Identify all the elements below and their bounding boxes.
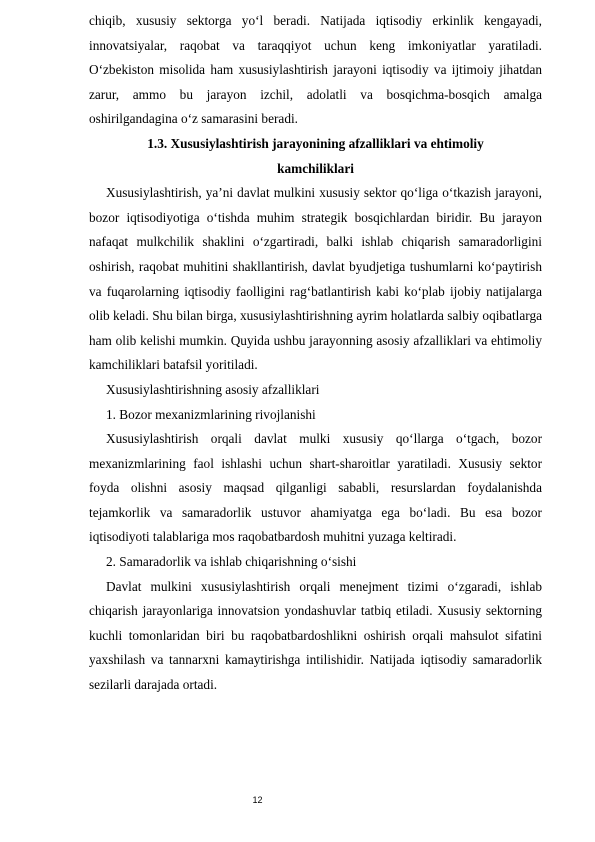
section-heading: 1.3. Xususiylashtirish jarayonining afzalliklari va ehtimoliy kamchiliklari	[147, 135, 484, 176]
item-1-title: 1. Bozor mexanizmlarining rivojlanishi	[106, 406, 316, 422]
subheading-advantages: Xususiylashtirishning asosiy afzalliklari	[106, 381, 320, 397]
paragraph-1: Xususiylashtirish, ya’ni davlat mulkini xususiy sektor qo‘liga o‘tkazish jarayoni, bozor iqtisodiyotiga o‘tishda muhim strategik bosqichlardan biridir. Bu jarayon nafaqat mulkchilik shaklini o‘zgartiradi, balki ishlab chiqarish samaradorligini oshirish, raqobat muhitini shakllantirish, davlat byudjetiga tushumlarni ko‘paytirish va fuqarolarning iqtisodiy faolligini rag‘batlantirish kabi ko‘plab ijobiy natijalarga olib keladi. Shu bilan birga, xususiylashtirishning ayrim holatlarda salbiy oqibatlarga ham olib kelishi mumkin. Quyida ushbu jarayonning asosiy afzalliklari va ehtimoliy kamchiliklari batafsil yoritiladi.	[89, 185, 542, 373]
document-page	[89, 0, 542, 698]
item-2-text: Davlat mulkini xususiylashtirish orqali menejment tizimi o‘zgaradi, ishlab chiqarish jarayonlariga innovatsion yondashuvlar tatbiq etiladi. Xususiy sektorning kuchli tomonlaridan biri bu raqobatbardoshlikni oshirish orqali mahsulot sifatini yaxshilash va tannarxni kamaytirishga intilishidir. Natijada iqtisodiy samaradorlik sezilarli darajada ortadi.	[89, 578, 542, 693]
item-2-title: 2. Samaradorlik va ishlab chiqarishning o‘sishi	[106, 554, 357, 570]
item-1-text: Xususiylashtirish orqali davlat mulki xususiy qo‘llarga o‘tgach, bozor mexanizmlarining faol ishlashi uchun shart-sharoitlar yaratiladi. Xususiy sektor foyda olishni asosiy maqsad qilganligi sababli, resurslardan foydalanishda tejamkorlik va samaradorlik ustuvor ahamiyatga ega bo‘ladi. Bu esa bozor iqtisodiyoti talablariga mos raqobatbardosh muhitni yuzaga keltiradi.	[89, 431, 542, 545]
paragraph-intro: chiqib, xususiy sektorga yo‘l beradi. Natijada iqtisodiy erkinlik kengayadi, innovatsiyalar, raqobat va taraqqiyot uchun keng imkoniyatlar yaratiladi. O‘zbekiston misolida ham xususiylashtirish jarayoni iqtisodiy va ijtimoiy jihatdan zarur, ammo bu jarayon izchil, adolatli va bosqichma-bosqich amalga oshirilgandagina o‘z samarasini beradi.	[89, 13, 542, 127]
page-number: 12	[252, 795, 263, 805]
